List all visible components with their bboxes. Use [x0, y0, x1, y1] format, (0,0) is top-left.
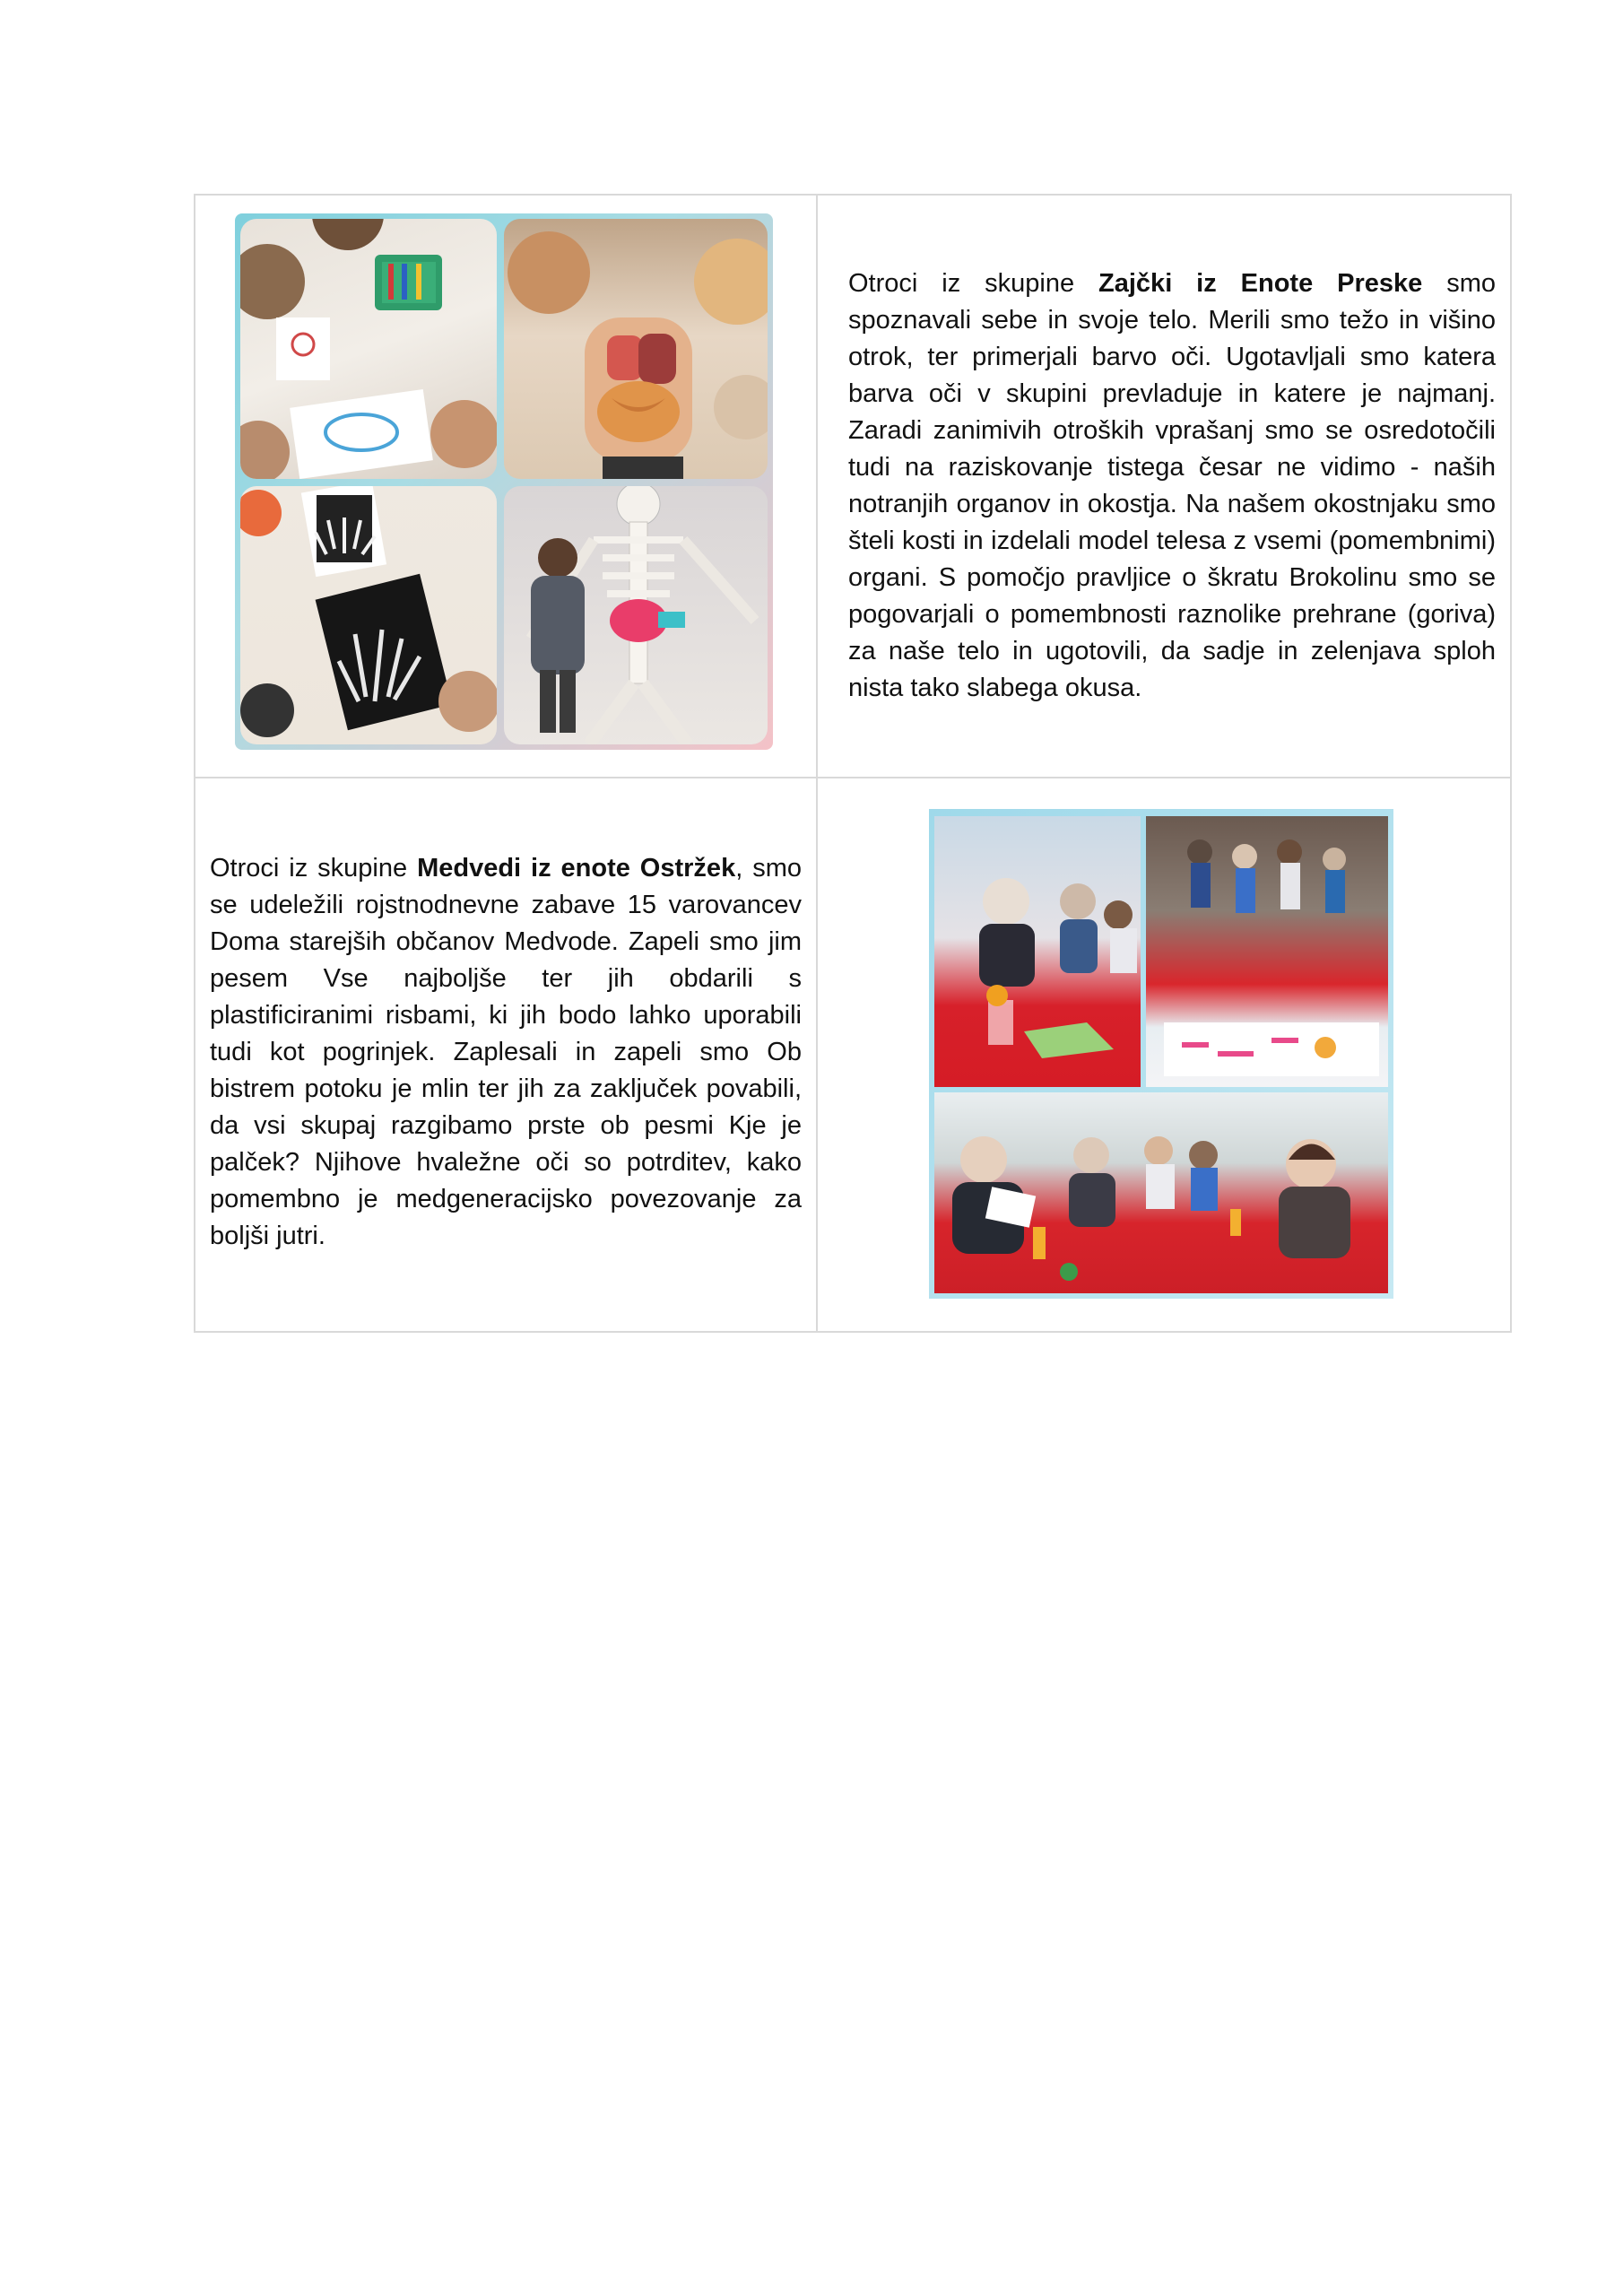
photo-elderly-woman-with-children — [934, 816, 1141, 1087]
medvedi-body: , smo se udeležili rojstnodnevne zabave 15 varovancev Doma starejših občanov Medvode. Zapeli smo jim pesem Vse najboljše ter jih obdarili s plastificiranimi risbami, ki jih bodo lahko uporabili tudi kot pogrinjek. Zaplesali in zapeli smo Ob bistrem potoku je mlin ter jih za zaključek povabili, da vsi skupaj razgibamo prste ob pesmi Kje je palček? Njihove hvaležne oči so potrditev, kako pomembno je medgeneracijsko povezovanje za boljši jutri. — [210, 854, 802, 1250]
photo-collage-body-exploration — [235, 213, 773, 750]
photo-children-dancing — [1146, 816, 1388, 1087]
table-column-divider — [816, 196, 818, 1331]
skeleton-model-illustration — [504, 486, 768, 744]
zajcki-group-name: Zajčki iz Enote Preske — [1098, 269, 1423, 298]
photo-xray-hand-art — [240, 486, 497, 744]
anatomy-model-illustration — [504, 219, 768, 479]
photo-seniors-at-table — [934, 1092, 1388, 1293]
text-zajcki-preske — [848, 265, 1496, 707]
zajcki-lead: Otroci iz skupine — [848, 269, 1099, 298]
seniors-at-table-illustration — [934, 1092, 1388, 1293]
xray-hand-illustration — [240, 486, 497, 744]
photo-collage-birthday-party — [929, 809, 1393, 1299]
photo-anatomy-model — [504, 219, 768, 479]
medvedi-lead: Otroci iz skupine — [210, 854, 418, 883]
elderly-woman-illustration — [934, 816, 1141, 1087]
table-row-divider — [195, 777, 1510, 778]
children-drawing-illustration — [240, 219, 497, 479]
children-dancing-illustration — [1146, 816, 1388, 1087]
photo-skeleton-model — [504, 486, 768, 744]
zajcki-body: smo spoznavali sebe in svoje telo. Merili smo težo in višino otrok, ter primerjali barvo oči. Ugotavljali smo katera barva oči v skupini prevladuje in katere je najmanj. Zaradi zanimivih otroških vprašanj smo se osredotočili tudi na raziskovanje tistega česar ne vidimo - naših notranjih organov in okostja. Na našem okostnjaku smo šteli kosti in izdelali model telesa z vsemi (pomembnimi) organi. S pomočjo pravljice o škratu Brokolinu smo se pogovarjali o pomembnosti raznolike prehrane (goriva) za naše telo in ugotovili, da sadje in zelenjava sploh nista tako slabega okusa. — [848, 269, 1496, 702]
medvedi-group-name: Medvedi iz enote Ostržek — [417, 854, 736, 883]
photo-children-drawing — [240, 219, 497, 479]
text-medvedi-ostrzek — [210, 850, 802, 1255]
